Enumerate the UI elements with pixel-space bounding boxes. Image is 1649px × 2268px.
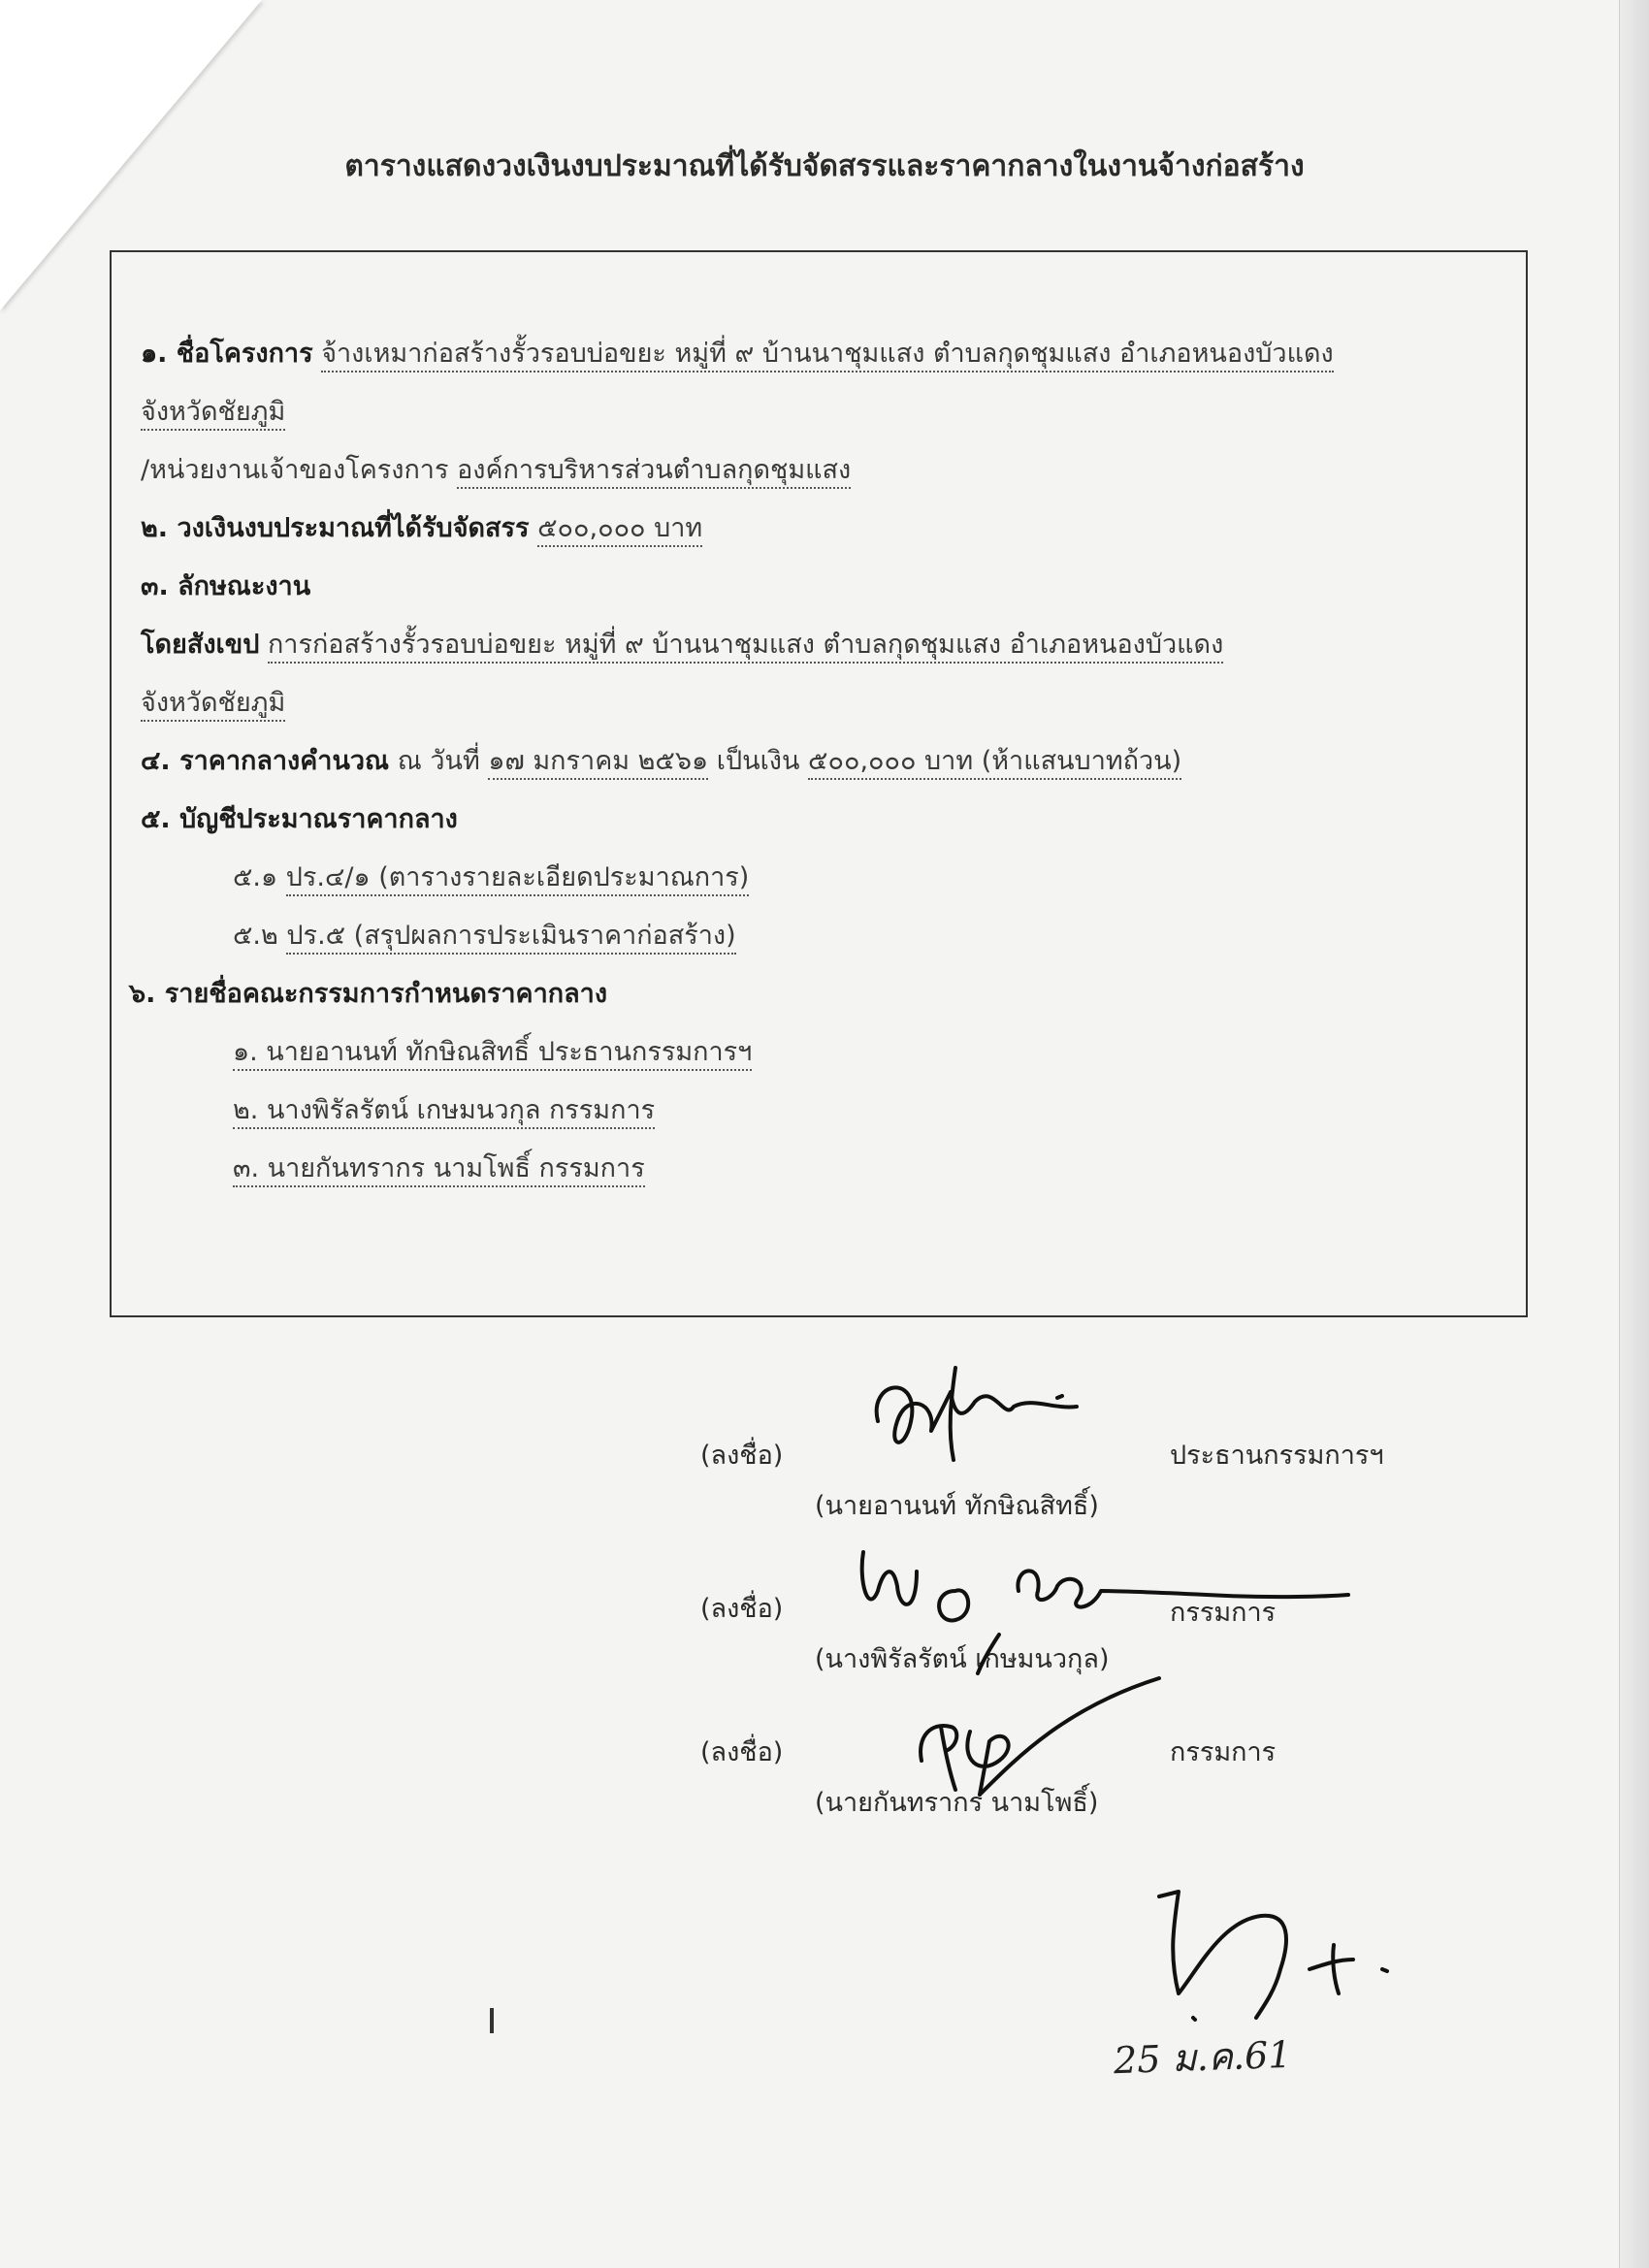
section-6-label: ๖. รายชื่อคณะกรรมการกำหนดราคากลาง	[129, 979, 608, 1009]
owner-value: องค์การบริหารส่วนตำบลกุดชุมแสง	[457, 455, 851, 489]
owner-label: /หน่วยงานเจ้าของโครงการ	[141, 455, 449, 485]
section-5-item-1	[233, 860, 749, 895]
signer-name-1: (นายอานนท์ ทักษิณสิทธิ์)	[815, 1491, 1099, 1521]
section-3-summary	[141, 628, 1223, 663]
committee-member-1	[233, 1035, 752, 1070]
committee-member-3	[233, 1151, 645, 1186]
item-1-number: ๕.๑	[233, 862, 278, 892]
sign-label-2: (ลงชื่อ)	[700, 1594, 784, 1624]
sign-role-1: ประธานกรรมการฯ	[1170, 1441, 1384, 1471]
document-title: ตารางแสดงวงเงินงบประมาณที่ได้รับจัดสรรและราคากลางในงานจ้างก่อสร้าง	[344, 149, 1305, 183]
section-5-item-2	[233, 919, 736, 954]
sign-label-3: (ลงชื่อ)	[700, 1737, 784, 1767]
project-info-box	[110, 250, 1528, 1317]
committee-member-entry: ๓. นายกันทรากร นามโพธิ์ กรรมการ	[233, 1153, 645, 1187]
item-2-value: ปร.๕ (สรุปผลการประเมินราคาก่อสร้าง)	[286, 921, 735, 955]
approval-signature	[1145, 1882, 1397, 2037]
section-3-label: ๓. ลักษณะงาน	[141, 571, 311, 601]
section-1-province	[141, 395, 285, 430]
item-2-number: ๕.๒	[233, 921, 278, 951]
signer-name-2: (นางพิรัลรัตน์ เกษมนวกุล)	[815, 1644, 1110, 1674]
signature-committee-member-1	[839, 1533, 1363, 1649]
section-6-committee	[129, 977, 607, 1012]
project-name-value: จ้างเหมาก่อสร้างรั้วรอบบ่อขยะ หมู่ที่ ๙ บ้านนาชุมแสง ตำบลกุดชุมแสง อำเภอหนองบัวแดง	[321, 339, 1333, 373]
median-price-amount: ๕๐๐,๐๐๐ บาท (ห้าแสนบาทถ้วน)	[808, 746, 1181, 780]
summary-label: โดยสังเขป	[141, 630, 260, 660]
project-province-value: จังหวัดชัยภูมิ	[141, 397, 285, 431]
signature-chairman	[858, 1363, 1091, 1470]
section-2-label: ๒. วงเงินงบประมาณที่ได้รับจัดสรร	[141, 513, 530, 543]
section-1-project-name	[141, 337, 1334, 372]
section-2-budget	[141, 511, 702, 546]
signer-name-3: (นายกันทรากร นามโพธิ์)	[815, 1788, 1099, 1818]
item-1-value: ปร.๔/๑ (ตารางรายละเอียดประมาณการ)	[286, 862, 750, 896]
sign-role-2: กรรมการ	[1170, 1598, 1277, 1628]
committee-member-entry: ๒. นางพิรัลรัตน์ เกษมนวกุล กรรมการ	[233, 1095, 655, 1129]
committee-member-entry: ๑. นายอานนท์ ทักษิณสิทธิ์ ประธานกรรมการฯ	[233, 1037, 752, 1071]
calculation-date: ๑๗ มกราคม ๒๕๖๑	[488, 746, 708, 780]
section-5-price-list	[141, 802, 458, 837]
section-3-work-type	[141, 569, 310, 604]
date-prefix: ณ วันที่	[397, 746, 480, 776]
stray-mark	[490, 2008, 494, 2033]
section-1-label: ๑. ชื่อโครงการ	[141, 339, 313, 369]
page-edge-shadow	[1619, 0, 1649, 2268]
approval-date: 25 ม.ค.61	[1113, 2032, 1293, 2083]
sign-label-1: (ลงชื่อ)	[700, 1441, 784, 1471]
section-3-summary-cont	[141, 686, 285, 721]
section-4-label: ๔. ราคากลางคำนวณ	[141, 746, 390, 776]
summary-value: การก่อสร้างรั้วรอบบ่อขยะ หมู่ที่ ๙ บ้านนาชุมแสง ตำบลกุดชุมแสง อำเภอหนองบัวแดง	[268, 630, 1223, 664]
section-1-owner	[141, 453, 851, 488]
section-4-median-price	[141, 744, 1181, 779]
budget-value: ๕๐๐,๐๐๐ บาท	[537, 513, 702, 547]
section-5-label: ๕. บัญชีประมาณราคากลาง	[141, 804, 458, 834]
committee-member-2	[233, 1093, 655, 1128]
sign-role-3: กรรมการ	[1170, 1737, 1277, 1767]
amount-prefix: เป็นเงิน	[716, 746, 800, 776]
summary-province-value: จังหวัดชัยภูมิ	[141, 688, 285, 722]
